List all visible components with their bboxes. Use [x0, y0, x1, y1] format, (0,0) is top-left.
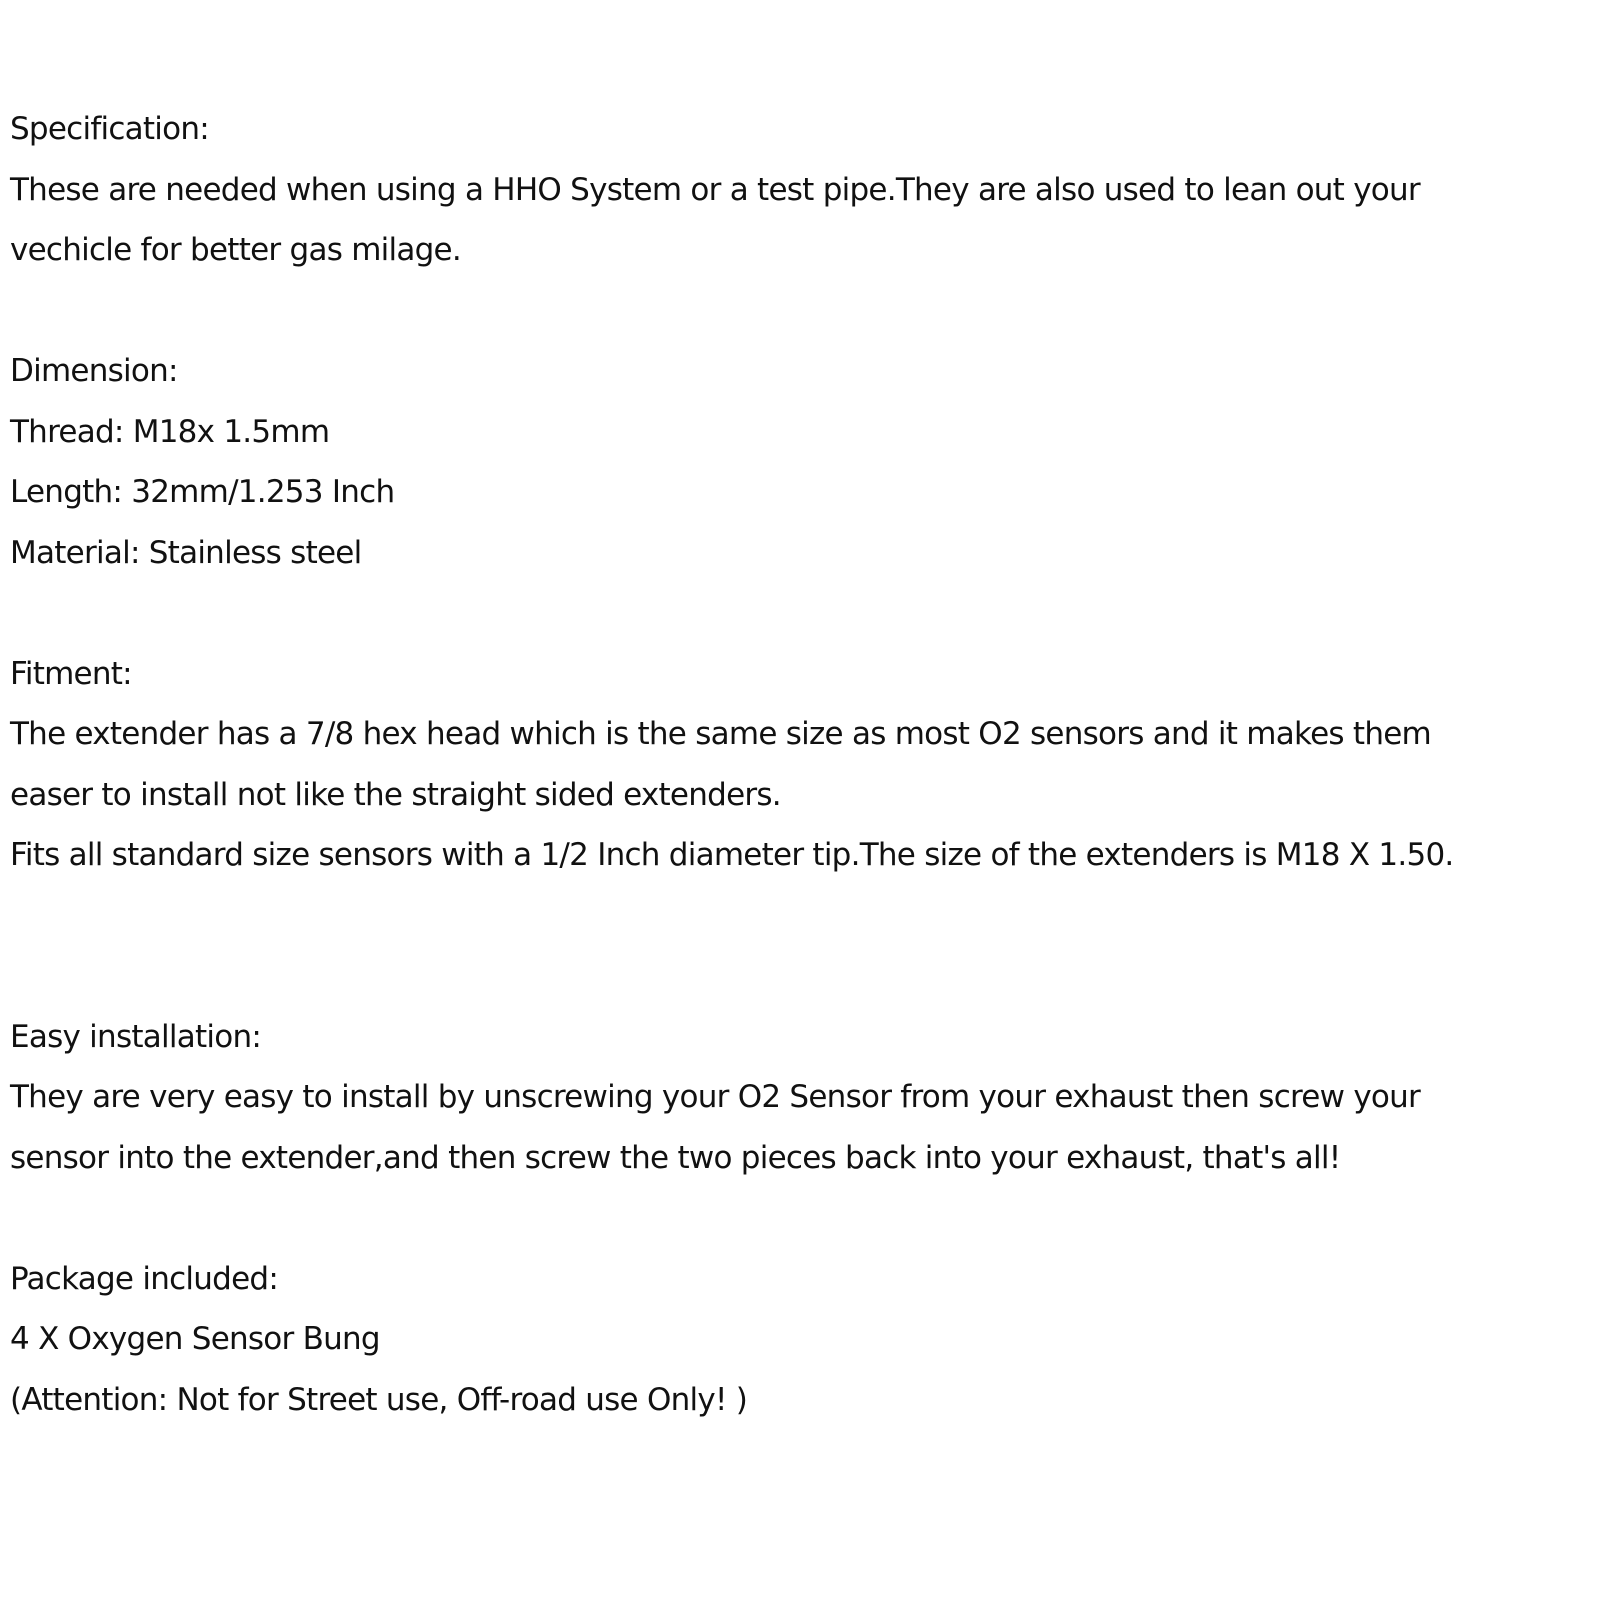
- specification-text-line-1: These are needed when using a HHO System or a test pipe.They are also used to lean out your: [10, 171, 1420, 208]
- section-spacer: [10, 886, 1595, 1007]
- dimension-length: Length: 32mm/1.253 Inch: [10, 474, 395, 510]
- dimension-thread: Thread: M18x 1.5mm: [10, 413, 330, 450]
- document-body: [10, 99, 1595, 1430]
- package-section: [10, 1249, 1595, 1431]
- section-spacer: [10, 281, 1595, 342]
- specification-text-line-2: vechicle for better gas milage.: [10, 232, 461, 268]
- installation-text-line-1: They are very easy to install by unscrewing your O2 Sensor from your exhaust then screw your: [10, 1079, 1421, 1115]
- fitment-text-line-3: Fits all standard size sensors with a 1/2 Inch diameter tip.The size of the extenders is M18 X 1.50.: [10, 837, 1454, 873]
- fitment-text-line-1: The extender has a 7/8 hex head which is the same size as most O2 sensors and it makes them: [10, 716, 1431, 752]
- fitment-text-line-2: easer to install not like the straight sided extenders.: [10, 776, 781, 813]
- fitment-section: [10, 644, 1595, 886]
- fitment-heading: Fitment:: [10, 655, 132, 692]
- dimension-section: [10, 341, 1595, 583]
- section-spacer: [10, 583, 1595, 644]
- specification-heading: Specification:: [10, 111, 209, 147]
- installation-section: [10, 1007, 1595, 1189]
- specification-section: [10, 99, 1595, 281]
- installation-heading: Easy installation:: [10, 1018, 262, 1055]
- dimension-heading: Dimension:: [10, 353, 178, 389]
- package-heading: Package included:: [10, 1260, 279, 1297]
- package-attention-note: (Attention: Not for Street use, Off-road use Only! ): [10, 1381, 748, 1418]
- dimension-material: Material: Stainless steel: [10, 534, 362, 571]
- installation-text-line-2: sensor into the extender,and then screw the two pieces back into your exhaust, that's all!: [10, 1139, 1341, 1176]
- package-item: 4 X Oxygen Sensor Bung: [10, 1321, 380, 1357]
- section-spacer: [10, 1188, 1595, 1249]
